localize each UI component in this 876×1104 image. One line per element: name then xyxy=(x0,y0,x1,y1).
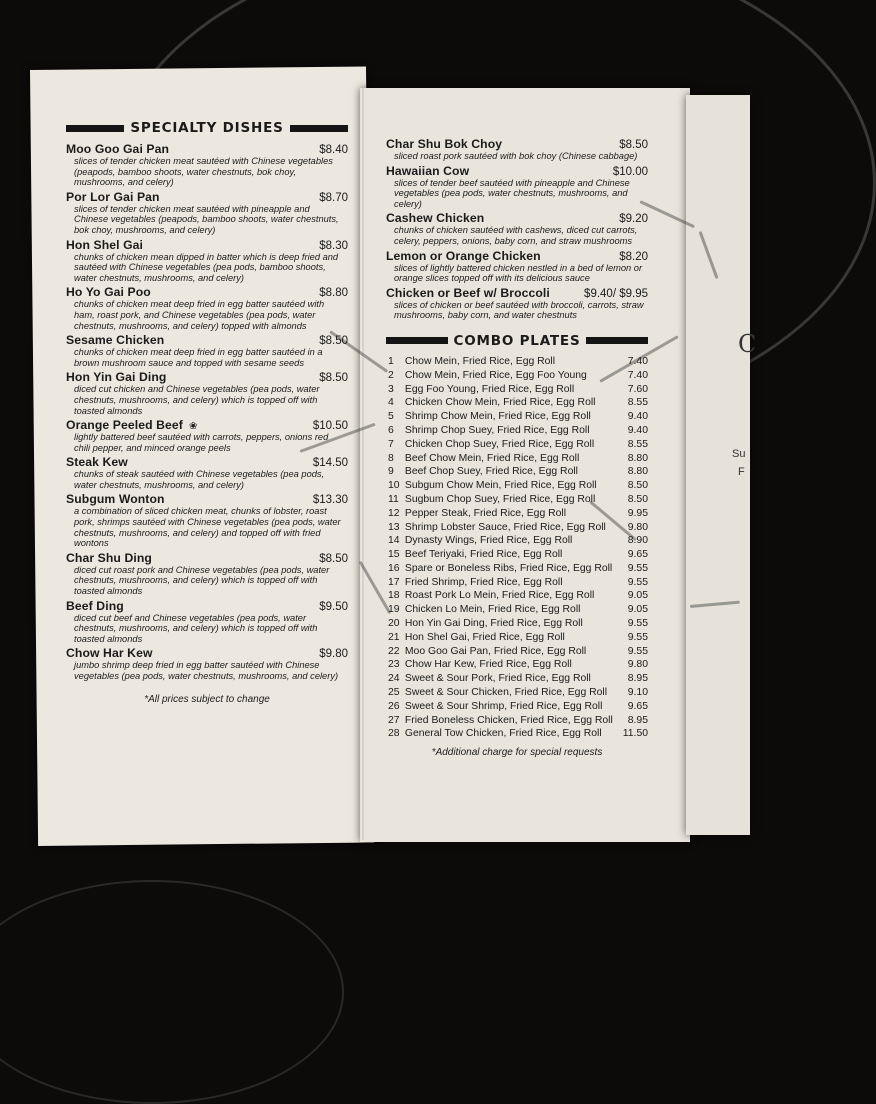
dish-item xyxy=(386,249,648,284)
combo-number: 25 xyxy=(388,687,400,699)
combo-number: 18 xyxy=(388,590,400,602)
dish-description: jumbo shrimp deep fried in egg batter sautéed with Chinese vegetables (pea pods, water chestnuts, mushrooms, and celery) xyxy=(74,660,339,681)
combo-item xyxy=(388,438,648,452)
combo-label xyxy=(388,700,602,714)
combo-name: Shrimp Chow Mein, Fried Rice, Egg Roll xyxy=(404,411,591,423)
combo-label xyxy=(388,589,594,603)
dish-name: Lemon or Orange Chicken xyxy=(386,248,541,263)
combo-name: Sweet & Sour Chicken, Fried Rice, Egg Roll xyxy=(404,687,608,699)
combo-price: 9.55 xyxy=(627,645,648,657)
combo-number: 24 xyxy=(388,673,400,685)
combo-name: Fried Boneless Chicken, Fried Rice, Egg Roll xyxy=(404,714,613,726)
combo-item xyxy=(388,410,648,424)
dish-name: Hawaiian Cow xyxy=(386,163,470,178)
dish-item xyxy=(66,492,348,548)
combo-name: General Tow Chicken, Fried Rice, Egg Roll xyxy=(404,728,602,740)
combo-price: 9.40 xyxy=(627,424,648,436)
dish-price: $8.80 xyxy=(319,287,348,300)
dish-item xyxy=(386,211,648,246)
combo-price: 9.55 xyxy=(627,631,648,643)
dish-price: $9.80 xyxy=(319,648,348,661)
section-title: COMBO PLATES xyxy=(453,332,581,349)
combo-label xyxy=(388,493,595,507)
combo-number: 5 xyxy=(388,411,394,423)
combo-item xyxy=(388,727,648,741)
dish-price: $8.50 xyxy=(319,372,348,385)
combo-price: 9.65 xyxy=(627,549,648,561)
combo-number: 4 xyxy=(388,397,394,409)
combo-label xyxy=(388,410,591,424)
dish-description: a combination of sliced chicken meat, chunks of lobster, roast pork, shrimps sautéed with Chinese vegetables (pea pods, water chestnuts, mushrooms, and celery) and topped off with fried wontons xyxy=(74,506,341,549)
dish-item xyxy=(66,370,348,416)
combo-name: Shrimp Lobster Sauce, Fried Rice, Egg Roll xyxy=(404,521,606,533)
pepper-icon: ❀ xyxy=(188,421,198,433)
dish-name: Hon Shel Gai xyxy=(66,237,144,252)
combo-label xyxy=(388,534,572,548)
dish-description: chunks of chicken meat deep fried in egg batter sautéed in a brown mushroom sauce and topped with sesame seeds xyxy=(74,347,323,368)
dish-description: slices of lightly battered chicken nestled in a bed of lemon or orange slices topped off with its delicious sauce xyxy=(394,262,643,284)
combo-name: Fried Shrimp, Fried Rice, Egg Roll xyxy=(404,576,563,588)
combo-number: 16 xyxy=(388,562,400,574)
combo-label xyxy=(388,727,602,741)
combo-label xyxy=(388,658,572,672)
dish-row xyxy=(386,164,648,178)
combo-label xyxy=(388,438,594,452)
dish-price: $8.40 xyxy=(319,144,348,156)
dish-name: Moo Goo Gai Pan xyxy=(66,142,170,156)
combo-item xyxy=(388,714,648,728)
combo-name: Hon Yin Gai Ding, Fried Rice, Egg Roll xyxy=(404,618,583,630)
dish-row xyxy=(66,285,348,299)
dish-description: slices of tender chicken meat sautéed with pineapple and Chinese vegetables (peapods, bamboo shoots, water chestnuts, bok choy, mushrooms, and celery) xyxy=(74,203,339,235)
combo-price: 8.90 xyxy=(627,535,648,547)
combo-item xyxy=(388,521,648,535)
combo-label xyxy=(388,631,565,645)
combo-item xyxy=(388,548,648,562)
combo-number: 28 xyxy=(388,728,400,740)
combo-name: Beef Chow Mein, Fried Rice, Egg Roll xyxy=(404,452,580,464)
dish-item xyxy=(386,286,648,321)
section-header xyxy=(386,333,648,349)
combo-price: 8.55 xyxy=(627,438,648,450)
combo-price: 9.05 xyxy=(627,604,648,616)
more-dishes-list xyxy=(386,137,648,321)
combo-number: 9 xyxy=(388,466,394,478)
dish-row xyxy=(66,238,348,252)
combo-item xyxy=(388,383,648,397)
combo-price: 9.10 xyxy=(627,687,648,699)
dish-price: $8.50 xyxy=(319,335,348,348)
combo-name: Sweet & Sour Shrimp, Fried Rice, Egg Roll xyxy=(404,700,603,712)
combo-item xyxy=(388,507,648,521)
dish-item xyxy=(386,164,648,210)
dish-description: diced cut chicken and Chinese vegetables (pea pods, water chestnuts, mushrooms, and celery) which is topped off with toasted almonds xyxy=(74,384,320,416)
dish-description: lightly battered beef sautéed with carrots, peppers, onions red chili pepper, and minced orange peels xyxy=(74,432,329,453)
combo-name: Moo Goo Gai Pan, Fried Rice, Egg Roll xyxy=(404,645,587,657)
combo-name: Beef Chop Suey, Fried Rice, Egg Roll xyxy=(404,466,578,478)
combo-number: 14 xyxy=(388,535,400,547)
specialty-list xyxy=(66,142,348,682)
dish-description: chunks of chicken sautéed with cashews, diced cut carrots, celery, peppers, onions, baby corn, and straw mushrooms xyxy=(394,225,638,246)
dish-name: Cashew Chicken xyxy=(386,211,485,226)
dish-description: diced cut roast pork and Chinese vegetables (pea pods, water chestnuts, mushrooms, and celery) which is topped off with toasted almonds xyxy=(74,564,330,597)
combo-item xyxy=(388,617,648,631)
dish-name: Steak Kew xyxy=(66,455,128,470)
dish-row xyxy=(386,249,648,263)
combo-name: Egg Foo Young, Fried Rice, Egg Roll xyxy=(404,383,575,395)
combo-item xyxy=(388,631,648,645)
right-panel-text: Su xyxy=(732,448,746,460)
dish-price: $10.50 xyxy=(312,420,348,433)
combo-label xyxy=(388,603,580,617)
combo-number: 2 xyxy=(388,369,394,381)
dish-price: $14.50 xyxy=(312,457,348,470)
combo-name: Chicken Chow Mein, Fried Rice, Egg Roll xyxy=(404,397,596,409)
combo-number: 3 xyxy=(388,383,394,395)
dish-item xyxy=(66,285,348,331)
combo-number: 17 xyxy=(388,576,400,588)
combo-number: 15 xyxy=(388,549,400,561)
combo-label xyxy=(388,383,574,397)
combo-label xyxy=(388,521,606,535)
combo-name: Chicken Lo Mein, Fried Rice, Egg Roll xyxy=(404,604,581,616)
dish-description: chunks of chicken mean dipped in batter which is deep fried and sautéed with Chinese vegetables (pea pods, bamboo shoots, water chestnuts, mushrooms, and celery) xyxy=(74,251,339,283)
combo-price: 8.95 xyxy=(627,673,648,685)
combo-label xyxy=(388,562,612,576)
combo-item xyxy=(388,700,648,714)
dish-row xyxy=(386,211,648,225)
combo-price: 8.80 xyxy=(627,466,648,478)
combo-price: 8.50 xyxy=(627,493,648,505)
combo-item xyxy=(388,589,648,603)
dish-name: Char Shu Ding xyxy=(66,550,152,565)
combo-price: 8.95 xyxy=(627,714,648,726)
combo-label xyxy=(388,548,562,562)
dish-price: $10.00 xyxy=(612,165,648,178)
combo-label xyxy=(388,424,590,438)
dish-item xyxy=(66,455,348,490)
background-ring xyxy=(0,880,344,1104)
combo-item xyxy=(388,465,648,479)
header-bar xyxy=(66,125,124,132)
combo-label xyxy=(388,355,555,369)
combo-price: 9.80 xyxy=(627,521,648,533)
combo-price: 9.80 xyxy=(627,659,648,671)
combo-item xyxy=(388,658,648,672)
dish-name: Sesame Chicken xyxy=(66,333,165,348)
combo-item xyxy=(388,479,648,493)
combo-price: 9.55 xyxy=(627,562,648,574)
combo-price: 7.40 xyxy=(627,369,648,381)
combo-name: Hon Shel Gai, Fried Rice, Egg Roll xyxy=(404,631,565,643)
dish-price: $8.20 xyxy=(619,250,648,263)
combo-number: 10 xyxy=(388,480,400,492)
dish-item xyxy=(66,418,348,453)
combo-name: Chow Mein, Fried Rice, Egg Roll xyxy=(404,355,556,367)
combo-item xyxy=(388,603,648,617)
header-bar xyxy=(290,125,348,132)
combo-label xyxy=(388,369,587,383)
dish-item xyxy=(66,142,348,188)
dish-item xyxy=(66,190,348,236)
combo-name: Roast Pork Lo Mein, Fried Rice, Egg Roll xyxy=(404,590,595,602)
right-panel-text: F xyxy=(738,466,745,478)
dish-description: sliced roast pork sautéed with bok choy (Chinese cabbage) xyxy=(394,151,638,161)
combo-item xyxy=(388,424,648,438)
combo-label xyxy=(388,465,578,479)
dish-name: Chicken or Beef w/ Broccoli xyxy=(386,285,550,300)
dish-price: $8.50 xyxy=(319,552,348,565)
combo-number: 11 xyxy=(388,493,399,505)
dish-name: Chow Har Kew xyxy=(66,646,153,661)
combo-item xyxy=(388,562,648,576)
dish-row xyxy=(386,286,648,300)
dish-description: diced cut beef and Chinese vegetables (pea pods, water chestnuts, mushrooms, and celery) which is topped off with toasted almonds xyxy=(74,612,318,644)
combo-number: 22 xyxy=(388,645,400,657)
combo-list xyxy=(388,355,648,741)
dish-name: Beef Ding xyxy=(66,598,124,613)
dish-item xyxy=(386,137,648,162)
combo-label xyxy=(388,396,595,410)
dish-item xyxy=(66,238,348,284)
dish-item xyxy=(66,551,348,597)
dish-description: chunks of steak sautéed with Chinese vegetables (pea pods, water chestnuts, mushrooms, and celery) xyxy=(74,469,325,490)
combo-price: 9.55 xyxy=(627,576,648,588)
combo-name: Dynasty Wings, Fried Rice, Egg Roll xyxy=(404,535,573,547)
combo-price: 8.55 xyxy=(627,397,648,409)
dish-name: Orange Peeled Beef xyxy=(66,418,183,433)
combo-label xyxy=(388,686,607,700)
dish-row xyxy=(66,551,348,565)
dish-description: slices of tender beef sautéed with pineapple and Chinese vegetables (pea pods, water chestnuts, mushrooms, and celery) xyxy=(394,177,630,209)
combo-item xyxy=(388,686,648,700)
combo-label xyxy=(388,714,613,728)
combo-label xyxy=(388,479,597,493)
combo-item xyxy=(388,452,648,466)
dish-price: $9.40/ $9.95 xyxy=(584,287,648,300)
combo-name: Chicken Chop Suey, Fried Rice, Egg Roll xyxy=(404,438,595,450)
combo-item xyxy=(388,396,648,410)
dish-description: chunks of chicken meat deep fried in egg batter sautéed with ham, roast pork, and Chinese vegetables (pea pods, water chestnuts, mushrooms, and celery) topped with almonds xyxy=(74,299,325,331)
combo-number: 13 xyxy=(388,521,400,533)
combo-name: Shrimp Chop Suey, Fried Rice, Egg Roll xyxy=(404,424,590,436)
section-header xyxy=(66,120,348,136)
dish-price: $9.50 xyxy=(319,600,348,613)
dish-row xyxy=(66,333,348,347)
menu-fold xyxy=(362,88,364,840)
combo-number: 7 xyxy=(388,438,394,450)
combo-number: 1 xyxy=(388,355,394,367)
combo-label xyxy=(388,672,591,686)
combo-price: 9.55 xyxy=(627,618,648,630)
combo-name: Subgum Chow Mein, Fried Rice, Egg Roll xyxy=(404,480,597,492)
combo-number: 19 xyxy=(388,604,400,616)
dish-price: $9.20 xyxy=(619,213,648,226)
dish-row xyxy=(66,492,348,506)
dish-row xyxy=(66,142,348,156)
dish-item xyxy=(66,333,348,368)
dish-price: $13.30 xyxy=(312,494,348,507)
combo-label xyxy=(388,507,566,521)
combo-label xyxy=(388,617,583,631)
dish-row xyxy=(66,370,348,384)
dish-name: Subgum Wonton xyxy=(66,492,165,507)
combo-price: 9.05 xyxy=(627,590,648,602)
dish-name: Char Shu Bok Choy xyxy=(386,137,503,151)
combo-name: Spare or Boneless Ribs, Fried Rice, Egg Roll xyxy=(404,562,613,574)
combo-price: 9.65 xyxy=(627,700,648,712)
combo-price: 11.50 xyxy=(622,728,648,740)
combo-name: Chow Har Kew, Fried Rice, Egg Roll xyxy=(404,659,572,671)
menu-panel-right xyxy=(686,95,750,835)
middle-column xyxy=(386,137,648,758)
header-bar xyxy=(386,337,448,344)
combo-label xyxy=(388,645,586,659)
combo-label xyxy=(388,576,563,590)
combo-price: 9.95 xyxy=(627,507,648,519)
dish-item xyxy=(66,646,348,681)
combo-name: Beef Teriyaki, Fried Rice, Egg Roll xyxy=(404,549,563,561)
right-panel-letter: C xyxy=(738,330,757,358)
combo-price: 8.50 xyxy=(627,480,648,492)
combo-price: 7.40 xyxy=(627,355,648,367)
dish-name: Por Lor Gai Pan xyxy=(66,189,160,204)
combo-name: Sugbum Chop Suey, Fried Rice, Egg Roll xyxy=(404,493,596,505)
price-note: *All prices subject to change xyxy=(144,693,270,705)
combo-item xyxy=(388,645,648,659)
dish-row xyxy=(66,646,348,660)
dish-row xyxy=(66,599,348,613)
header-bar xyxy=(586,337,648,344)
dish-row xyxy=(66,190,348,204)
combo-number: 23 xyxy=(388,659,400,671)
combo-name: Pepper Steak, Fried Rice, Egg Roll xyxy=(404,507,567,519)
section-title: SPECIALTY DISHES xyxy=(130,120,284,136)
dish-name: Ho Yo Gai Poo xyxy=(66,285,151,300)
combo-name: Sweet & Sour Pork, Fried Rice, Egg Roll xyxy=(404,673,591,685)
combo-number: 27 xyxy=(388,714,400,726)
combo-number: 6 xyxy=(388,424,394,436)
dish-description: slices of tender chicken meat sautéed with Chinese vegetables (peapods, bamboo shoots, water chestnuts, bok choy, mushrooms, and celery) xyxy=(74,156,333,188)
combo-price: 7.60 xyxy=(627,383,648,395)
dish-row xyxy=(66,418,348,432)
dish-price: $8.70 xyxy=(319,191,348,204)
combo-price: 8.80 xyxy=(627,452,648,464)
special-request-note: *Additional charge for special requests xyxy=(431,747,603,759)
combo-number: 26 xyxy=(388,700,400,712)
combo-item xyxy=(388,369,648,383)
combo-number: 21 xyxy=(388,631,400,643)
combo-item xyxy=(388,672,648,686)
dish-price: $8.30 xyxy=(319,239,348,252)
dish-name: Hon Yin Gai Ding xyxy=(66,370,167,385)
dish-item xyxy=(66,599,348,645)
combo-label xyxy=(388,452,579,466)
combo-item xyxy=(388,493,648,507)
combo-item xyxy=(388,576,648,590)
specialty-dishes-section xyxy=(66,120,348,705)
combo-item xyxy=(388,355,648,369)
combo-number: 20 xyxy=(388,618,400,630)
combo-number: 8 xyxy=(388,452,394,464)
dish-row xyxy=(66,455,348,469)
combo-item xyxy=(388,534,648,548)
dish-description: slices of chicken or beef sautéed with broccoli, carrots, straw mushrooms, baby corn, and water chestnuts xyxy=(394,299,644,321)
combo-price: 9.40 xyxy=(627,411,648,423)
dish-row xyxy=(386,137,648,151)
combo-name: Chow Mein, Fried Rice, Egg Foo Young xyxy=(404,369,587,381)
dish-price: $8.50 xyxy=(619,139,648,151)
combo-number: 12 xyxy=(388,507,400,519)
